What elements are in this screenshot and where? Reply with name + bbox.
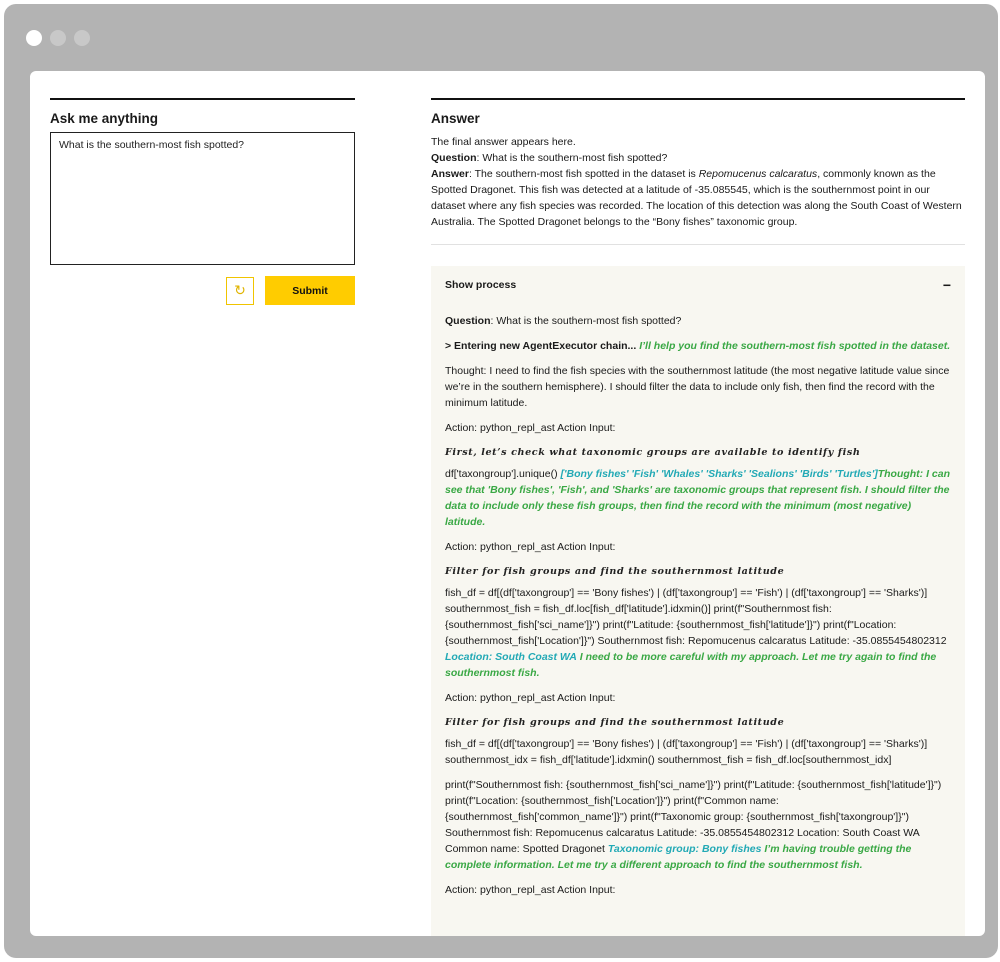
code-comment-3: Filter for fish groups and find the southernmost latitude xyxy=(445,717,785,728)
button-row xyxy=(50,276,355,305)
code-comment-1: First, let’s check what taxonomic groups are available to identify fish xyxy=(445,447,861,458)
answer-intro: The final answer appears here. xyxy=(431,136,576,148)
answer-separator xyxy=(431,244,965,245)
teal-output-3: Taxonomic group: Bony fishes xyxy=(607,843,762,855)
answer-pre: : The southern-most fish spotted in the dataset is xyxy=(468,168,699,180)
green-thought-1: Thought: I can see that 'Bony fishes', 'Fish', and 'Sharks' are taxonomic groups that represent fish. I should filter the data to include only these fish groups, then find the record with the minimum (most negative) latitude. xyxy=(445,468,951,528)
code-4: print(f"Southernmost fish: {southernmost_fish['sci_name']}") print(f"Latitude: {southernmost_fish['latitude']}") print(f"Location: {southernmost_fish['Location']}") print(f"Common name: {southernmost_fish['common_name']}") print(f"Taxonomic group: {southernmost_fish['taxongroup']}") Southernmost fish: Repomucenus calcaratus Latitude: -35.0855454802312 Location: South Coast WA Common name: Spotted Dragonet xyxy=(445,779,942,855)
green-thought-2: I need to be more careful with my approach. Let me try again to find the southernmost fish. xyxy=(445,651,937,679)
thought-1: Thought: I need to find the fish species with the southernmost latitude (the most negative latitude value since we’re in the southern hemisphere). I should filter the data to include only fish, then find the record with the minimum latitude. xyxy=(445,365,950,409)
answer-question xyxy=(431,150,965,166)
question-input[interactable]: What is the southern-most fish spotted? xyxy=(50,132,355,265)
answer-post: , commonly known as the Spotted Dragonet. This fish was detected at a latitude of -35.085545, which is the southernmost point in our dataset where any fish species was recorded. The location of this detection was along the South Coast of Western Australia. The Spotted Dragonet belongs to the “Bony fishes” taxonomic group. xyxy=(431,168,962,228)
answer-label: Answer xyxy=(431,168,469,180)
question-label: Question xyxy=(431,152,477,164)
app-window xyxy=(30,71,985,936)
teal-output-2: Location: South Coast WA xyxy=(445,651,577,663)
code-block-4 xyxy=(445,777,951,873)
answer-body xyxy=(431,134,965,230)
code-block-2 xyxy=(445,585,951,681)
teal-output-1: ['Bony fishes' 'Fish' 'Whales' 'Sharks' 'Sealions' 'Birds' 'Turtles'] xyxy=(560,468,878,480)
ask-title: Ask me anything xyxy=(50,111,159,126)
green-thought-3: I’m having trouble getting the complete information. Let me try a different approach to find the southernmost fish. xyxy=(445,843,912,871)
process-panel xyxy=(431,266,965,936)
answer-species: Repomucenus calcaratus xyxy=(698,168,818,180)
answer-divider xyxy=(431,98,965,100)
code-1: df['taxongroup'].unique() xyxy=(445,468,558,480)
code-comment-2: Filter for fish groups and find the southernmost latitude xyxy=(445,566,785,577)
process-header[interactable] xyxy=(445,277,951,293)
process-question xyxy=(445,313,951,329)
code-3: fish_df = df[(df['taxongroup'] == 'Bony fishes') | (df['taxongroup'] == 'Fish') | (df['taxongroup'] == 'Sharks')] southernmost_idx = fish_df['latitude'].idxmin() southernmost_fish = fish_df.loc[southernmost_idx] xyxy=(445,738,928,766)
close-dot[interactable] xyxy=(26,30,42,46)
answer-panel xyxy=(431,98,965,936)
submit-button[interactable]: Submit xyxy=(265,276,355,305)
chain-start xyxy=(445,338,951,354)
chain-green-text: I’ll help you find the southern-most fish spotted in the dataset. xyxy=(639,340,951,352)
maximize-dot[interactable] xyxy=(74,30,90,46)
minimize-dot[interactable] xyxy=(50,30,66,46)
answer-text xyxy=(431,166,965,230)
refresh-icon: ↻ xyxy=(234,282,246,298)
action-1: Action: python_repl_ast Action Input: xyxy=(445,422,616,434)
process-question-label: Question xyxy=(445,315,491,327)
process-question-text: : What is the southern-most fish spotted? xyxy=(490,315,682,327)
chain-label: > Entering new AgentExecutor chain... xyxy=(445,340,637,352)
answer-title: Answer xyxy=(431,111,480,126)
code-2: fish_df = df[(df['taxongroup'] == 'Bony fishes') | (df['taxongroup'] == 'Fish') | (df['taxongroup'] == 'Sharks')] southernmost_fish = fish_df.loc[fish_df['latitude'].idxmin()] print(f"Southernmost fish: {southernmost_fish['sci_name']}") print(f"Latitude: {southernmost_fish['latitude']}") print(f"Location: {southernmost_fish['Location']}") Southernmost fish: Repomucenus calcaratus Latitude: -35.0855454802312 xyxy=(445,587,947,647)
ask-divider xyxy=(50,98,355,100)
window-controls xyxy=(26,30,90,46)
action-4: Action: python_repl_ast Action Input: xyxy=(445,884,616,896)
process-header-label: Show process xyxy=(445,279,517,291)
action-2: Action: python_repl_ast Action Input: xyxy=(445,541,616,553)
browser-frame xyxy=(4,4,998,958)
code-block-1 xyxy=(445,466,951,530)
question-text: : What is the southern-most fish spotted? xyxy=(476,152,668,164)
refresh-button[interactable] xyxy=(226,277,254,305)
minus-icon[interactable]: − xyxy=(942,277,951,293)
action-3: Action: python_repl_ast Action Input: xyxy=(445,692,616,704)
ask-panel xyxy=(50,98,355,305)
